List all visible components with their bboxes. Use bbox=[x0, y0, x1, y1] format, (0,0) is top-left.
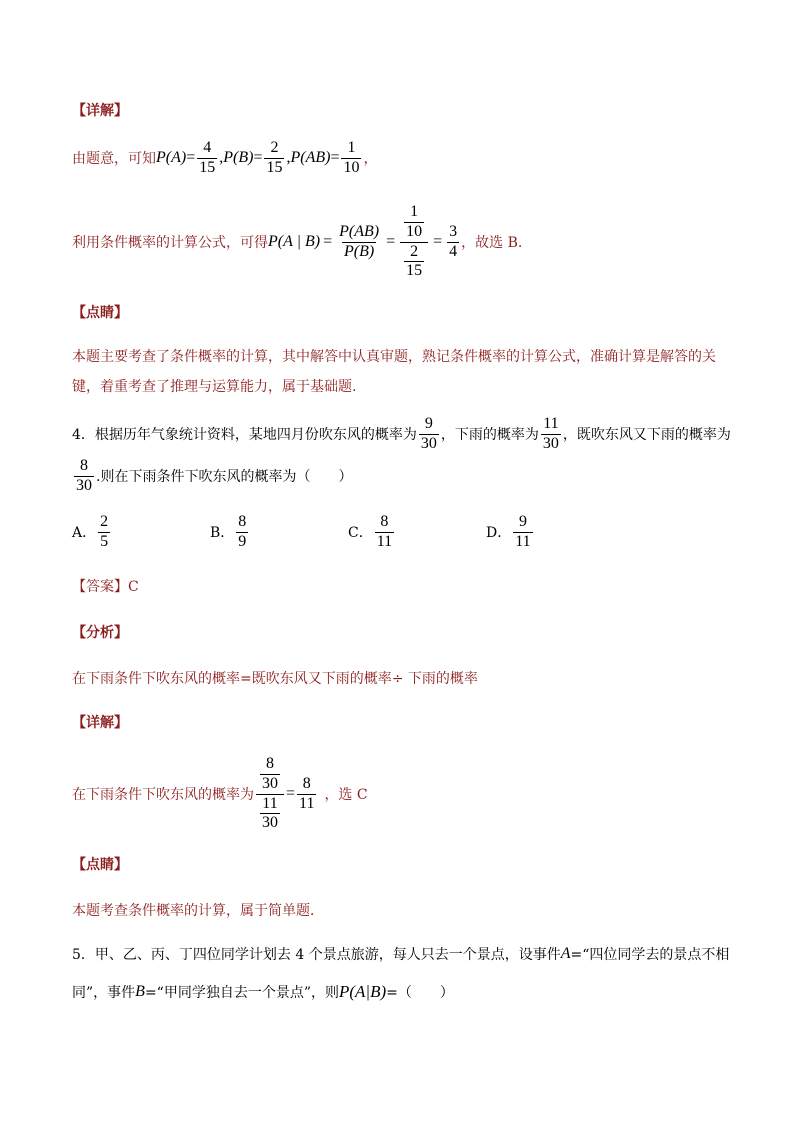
inner-top-fraction: $\frac{1}{10}$ bbox=[406, 203, 423, 240]
analysis-text: 在下雨条件下吹东风的概率=既吹东风又下雨的概率÷ 下雨的概率 bbox=[72, 671, 478, 687]
question4-line2: $\frac{8}{30}$ .则在下雨条件下吹东风的概率为（ ） bbox=[76, 457, 353, 494]
choice-a[interactable]: A． $\frac{2}{5}$ bbox=[72, 513, 109, 550]
detail-heading-1 bbox=[72, 100, 128, 120]
given-probabilities-line: 由题意，可知 P(A) = $\frac{4}{15}$ , P(B) = $\frac{2}{15}$ , P(AB) = $\frac{1}{10}$ ， bbox=[72, 139, 378, 176]
inner-bottom-fraction: $\frac{2}{15}$ bbox=[406, 242, 423, 280]
comment-text-2: 本题考查条件概率的计算，属于简单题． bbox=[72, 903, 324, 919]
math-eq: = bbox=[186, 149, 196, 167]
comment-heading-2: 【点睛】 bbox=[72, 857, 128, 873]
comment-text-1b: 键，着重考查了推理与运算能力，属于基础题. bbox=[72, 379, 357, 395]
math-pA: P(A) bbox=[156, 149, 187, 167]
question4-line1: 4．根据历年气象统计资料，某地四月份吹东风的概率为 $\frac{9}{30}$ ，下雨的概率为 $\frac{11}{30}$ ，既吹东风又下雨的概率为 bbox=[72, 415, 731, 452]
fraction-formula: $\frac{P(AB)}{P(B)}$ bbox=[339, 222, 380, 260]
math-pB: P(B) bbox=[223, 149, 254, 167]
compound-fraction bbox=[400, 204, 428, 280]
fraction-east-wind: $\frac{9}{30}$ bbox=[420, 415, 437, 452]
detail-heading-2: 【详解】 bbox=[72, 715, 128, 731]
math-lhs: P(A | B) bbox=[268, 233, 321, 251]
conditional-formula-line: 利用条件概率的计算公式，可得 P(A | B) = $\frac{P(AB)}{P(B)}$ = $\frac{\frac{1}{10}}{\frac{2}{15}}$ = $\frac{3}{4}$ ，故选 B. bbox=[72, 203, 523, 280]
fraction-both: $\frac{8}{30}$ bbox=[76, 457, 92, 494]
choice-c[interactable]: C． $\frac{8}{11}$ bbox=[348, 513, 393, 550]
line-text: 利用条件概率的计算公式，可得 bbox=[72, 235, 268, 252]
fraction-pB: $\frac{2}{15}$ bbox=[266, 139, 283, 176]
question5-line1: 5．甲、乙、丙、丁四位同学计划去 4 个景点旅游，每人只去一个景点，设事件 A =“四位同学去的景点不相 bbox=[72, 945, 730, 963]
detail-result-fraction: $\frac{8}{11}$ bbox=[299, 774, 315, 812]
fraction-rain: $\frac{11}{30}$ bbox=[542, 415, 559, 452]
math-pAB: P(AB) bbox=[290, 149, 331, 167]
result-fraction: $\frac{3}{4}$ bbox=[449, 222, 458, 260]
fraction-pA: $\frac{4}{15}$ bbox=[199, 139, 216, 176]
choice-d[interactable]: D． $\frac{9}{11}$ bbox=[486, 513, 531, 550]
detail-line-2: 在下雨条件下吹东风的概率为 $\frac{\frac{8}{30}}{\frac{11}{30}}$ = $\frac{8}{11}$ ，选 C bbox=[72, 755, 368, 832]
heading-text: 【详解】 bbox=[72, 103, 128, 119]
answer-line: 【答案】C bbox=[72, 579, 139, 595]
choice-b[interactable]: B． $\frac{8}{9}$ bbox=[210, 513, 247, 550]
fraction-pAB: $\frac{1}{10}$ bbox=[343, 139, 360, 176]
compound-fraction-2: $\frac{\frac{8}{30}}{\frac{11}{30}}$ bbox=[256, 756, 284, 832]
analysis-heading: 【分析】 bbox=[72, 625, 128, 641]
comment-heading-1: 【点睛】 bbox=[72, 305, 128, 321]
question5-line2: 同”，事件 B =“甲同学独自去一个景点”，则 P(A|B) =（ ） bbox=[72, 982, 454, 1001]
line-text: 由题意，可知 bbox=[72, 151, 156, 168]
comment-text-1a: 本题主要考查了条件概率的计算，其中解答中认真审题，熟记条件概率的计算公式，准确计算是解答的关 bbox=[72, 349, 716, 365]
math-conditional: P(A|B) bbox=[339, 982, 387, 1001]
